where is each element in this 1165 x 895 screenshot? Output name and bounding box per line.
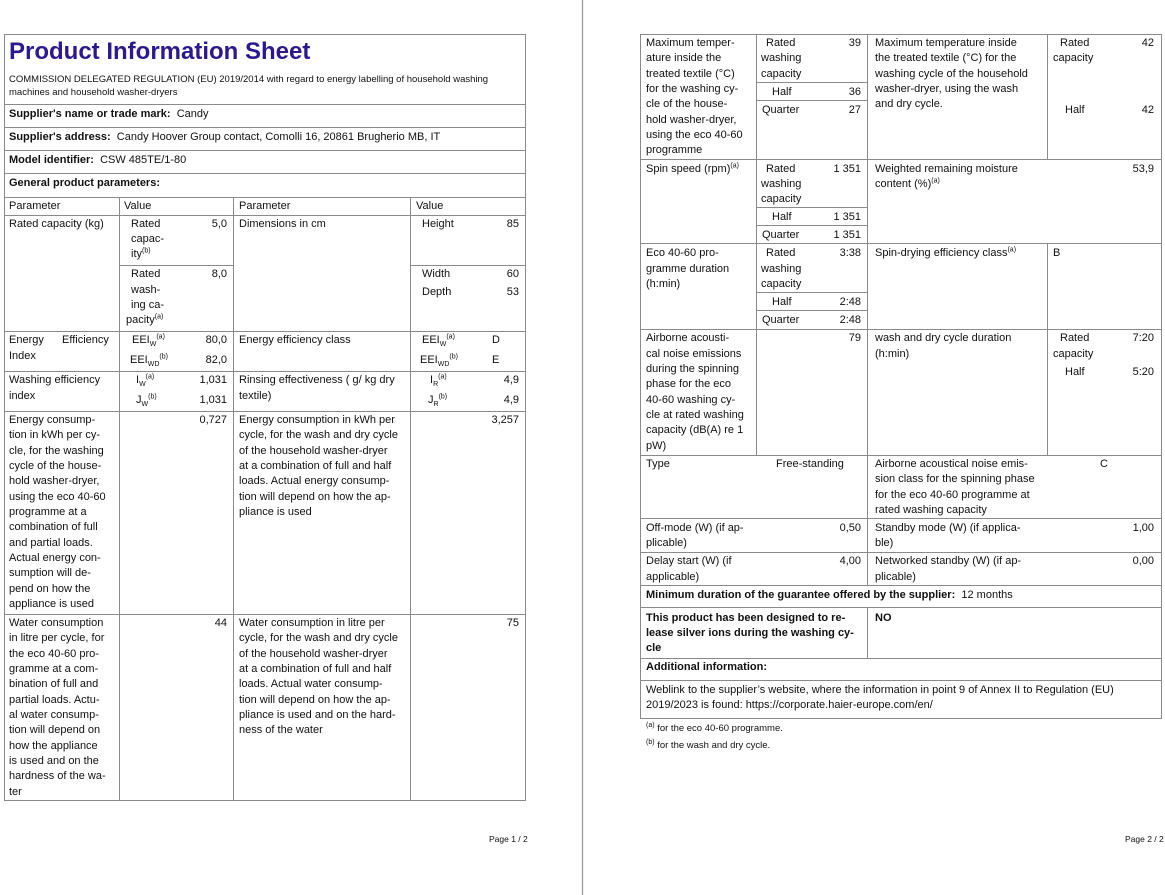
- col-header-value: Value: [124, 200, 152, 212]
- col-header-parameter-2: Parameter: [239, 200, 291, 212]
- supplier-name: Candy: [176, 108, 209, 120]
- jw-value: 1,031: [199, 394, 227, 406]
- general-params-heading: General product parameters:: [9, 177, 160, 189]
- standby-label-l1: ble): [875, 537, 894, 549]
- iw-value: 1,031: [199, 374, 227, 386]
- supplier-address: Candy Hoover Group contact, Comolli 16, 20861 Brugherio MB, IT: [116, 131, 441, 143]
- moisture-value: 53,9: [1132, 163, 1154, 175]
- wd-duration-half-label: Half: [1065, 366, 1085, 378]
- duration-quarter-value: 2:48: [839, 314, 861, 326]
- duration-half-value: 2:48: [839, 296, 861, 308]
- guarantee-label: Minimum duration of the guarantee offered by the supplier:: [646, 589, 956, 601]
- maxtemp-wd-rated-value: 42: [1141, 37, 1154, 49]
- rc-val-2: 8,0: [211, 268, 227, 280]
- depth-label: Depth: [422, 286, 452, 298]
- wd-duration-rated-value: 7:20: [1132, 332, 1154, 344]
- rinse-label-l1: textile): [239, 390, 272, 402]
- wd-duration-rated-l0: Rated: [1060, 332, 1090, 344]
- additional-info-label: Additional information:: [646, 661, 767, 673]
- duration-label-l0: Eco 40-60 pro-: [646, 247, 719, 259]
- spin-class-value: B: [1053, 247, 1061, 259]
- model-identifier: CSW 485TE/1-80: [100, 154, 187, 166]
- spin-rated-l2: capacity: [761, 193, 802, 205]
- wd-duration-rated-l1: capacity: [1053, 348, 1094, 360]
- model-label: Model identifier:: [9, 154, 94, 166]
- delay-value: 4,00: [839, 555, 861, 567]
- jr-value: 4,9: [503, 394, 519, 406]
- maxtemp-wd-half-value: 42: [1141, 104, 1154, 116]
- type-value: Free-standing: [776, 458, 844, 470]
- page-number-1: Page 1 / 2: [489, 834, 528, 844]
- depth-value: 53: [506, 286, 519, 298]
- height-label: Height: [422, 218, 454, 230]
- moisture-label-l0: Weighted remaining moisture: [875, 163, 1018, 175]
- eei-w-value: 80,0: [205, 334, 227, 346]
- networked-label-l1: plicable): [875, 571, 916, 583]
- sheet-title: Product Information Sheet: [9, 38, 311, 65]
- maxtemp-quarter-label: Quarter: [762, 104, 800, 116]
- rc-sub2-l0: Rated: [131, 268, 161, 280]
- standby-value: 1,00: [1132, 522, 1154, 534]
- spin-rated-l0: Rated: [766, 163, 796, 175]
- wd-duration-label-l0: wash and dry cycle duration: [875, 332, 1012, 344]
- duration-label-l2: (h:min): [646, 278, 681, 290]
- ir-symbol: $I_R^{(a)}$: [430, 373, 447, 389]
- we-label-l1: index: [9, 390, 36, 402]
- maxtemp-half-label: Half: [772, 86, 792, 98]
- duration-rated-l1: washing: [761, 263, 802, 275]
- eei-wd-symbol: $EEI_{WD}^{(b)}$: [130, 353, 168, 369]
- width-value: 60: [506, 268, 519, 280]
- maxtemp-quarter-value: 27: [848, 104, 861, 116]
- supplier-name-label: Supplier's name or trade mark:: [9, 108, 171, 120]
- eei-w-symbol: $EEI_W^{(a)}$: [132, 333, 165, 349]
- rc-sub1-l1: capac-: [131, 233, 165, 245]
- eei-label-l1: Efficiency: [62, 334, 109, 346]
- regulation-line-1: COMMISSION DELEGATED REGULATION (EU) 2019/2014 with regard to energy labelling of household washing: [9, 74, 489, 85]
- rc-val-1: 5,0: [211, 218, 227, 230]
- moisture-label-l1: content (%)$^{(a)}$: [875, 177, 940, 190]
- width-label: Width: [422, 268, 451, 280]
- rc-sub1-l0: Rated: [131, 218, 161, 230]
- offmode-value: 0,50: [839, 522, 861, 534]
- eec-w-symbol: $EEI_W^{(a)}$: [422, 333, 455, 349]
- supplier-address-row: [9, 130, 440, 145]
- offmode-label-l1: plicable): [646, 537, 687, 549]
- eei-wd-value: 82,0: [205, 354, 227, 366]
- spin-half-label: Half: [772, 211, 792, 223]
- maxtemp-wd-half-label: Half: [1065, 104, 1085, 116]
- guarantee-row: [646, 588, 1013, 603]
- eec-wd-symbol: $EEI_{WD}^{(b)}$: [420, 353, 458, 369]
- maxtemp-wd-rated-l1: capacity: [1053, 52, 1094, 64]
- duration-rated-l2: capacity: [761, 278, 802, 290]
- silver-value: NO: [875, 612, 892, 624]
- rc-sub2-l3: pacity$^{(a)}$: [126, 313, 164, 326]
- duration-rated-l0: Rated: [766, 247, 796, 259]
- spin-rated-l1: washing: [761, 178, 802, 190]
- rated-capacity-label: Rated capacity (kg): [9, 218, 104, 230]
- model-row: [9, 153, 186, 168]
- spin-class-label: Spin-drying efficiency class$^{(a)}$: [875, 246, 1017, 259]
- rc-sub2-l1: wash-: [131, 284, 161, 296]
- supplier-name-row: [9, 107, 208, 122]
- offmode-label-l0: Off-mode (W) (if ap-: [646, 522, 744, 534]
- spin-rated-value: 1 351: [833, 163, 861, 175]
- rc-sub2-l2: ing ca-: [131, 299, 165, 311]
- col-header-value-2: Value: [416, 200, 444, 212]
- we-label-l0: Washing efficiency: [9, 374, 101, 386]
- delay-label-l1: applicable): [646, 571, 700, 583]
- wd-duration-label-l1: (h:min): [875, 348, 910, 360]
- ec-right-value: 3,257: [491, 414, 519, 426]
- eei-label-l2: Index: [9, 350, 36, 362]
- page-number-2: Page 2 / 2: [1125, 834, 1164, 844]
- jw-symbol: $J_W^{(b)}$: [136, 393, 157, 409]
- duration-label-l1: gramme duration: [646, 263, 730, 275]
- weblink-line-1: Weblink to the supplier’s website, where the information in point 9 of Annex II to Regulation (EU): [646, 684, 1114, 696]
- eec-label: Energy efficiency class: [239, 334, 351, 346]
- eec-w-value: D: [492, 334, 500, 346]
- duration-quarter-label: Quarter: [762, 314, 800, 326]
- duration-rated-value: 3:38: [839, 247, 861, 259]
- noise-class-value: C: [1100, 458, 1108, 470]
- standby-label-l0: Standby mode (W) (if applica-: [875, 522, 1021, 534]
- regulation-line-2: machines and household washer-dryers: [9, 87, 178, 98]
- silver-label-l2: cle: [646, 642, 662, 654]
- jr-symbol: $J_R^{(b)}$: [428, 393, 448, 409]
- guarantee-value: 12 months: [961, 589, 1013, 601]
- wc-right-value: 75: [506, 617, 519, 629]
- maxtemp-wd-rated-l0: Rated: [1060, 37, 1090, 49]
- maxtemp-rated-l2: capacity: [761, 68, 802, 80]
- noise-value: 79: [848, 332, 861, 344]
- supplier-address-label: Supplier's address:: [9, 131, 111, 143]
- silver-label-l1: lease silver ions during the washing cy-: [646, 627, 854, 639]
- height-value: 85: [506, 218, 519, 230]
- maxtemp-rated-value: 39: [848, 37, 861, 49]
- iw-symbol: $I_W^{(a)}$: [136, 373, 155, 389]
- footnote-b: $^{(b)}$ for the wash and dry cycle.: [646, 738, 771, 751]
- maxtemp-half-value: 36: [848, 86, 861, 98]
- col-header-parameter: Parameter: [9, 200, 61, 212]
- page-1: Product Information Sheet COMMISSION DELEGATED REGULATION (EU) 2019/2014 with regard to energy labelling of household washing machines and household washer-dryers Supplier's name or trade mark: Candy Supplier's address: Candy Hoover Group contact, Comolli 16, 20861 Brugherio MB, IT Model identifier: CSW 485TE/1-80 General product parameters: Parameter Value Parameter Value Rated capacity (kg) Rated capac- ity$^{(b)}$ 5,0 Rated wash- ing ca- pacity$^{(a)}$ 8,0 Dimensions in cm Height 85 Width 60 Depth 53 Energy Efficiency Index $EEI_W^{(a)}$ $EEI_{WD}^{(b)}$ 80,0 82,0 Energy efficiency class $EEI_W^{(a)}$ $EEI_{WD}^{(b)}$ D E Washing efficiency index $I_W^{(a)}$ $J_W^{(b)}$ 1,031 1,031 Rinsing effectiveness ( g/ kg dry textile) $I_R^{(a)}$ $J_R^{(b)}$ 4,9 4,9 Energy consump- tion in kWh per cy- cle, for the washing cycle of the house- hold washer-dryer, using the eco 40-60 programme at a combination of full and partial loads. Actual energy con- sumption will de- pend on how the appliance is used 0,727 Energy consumption in kWh per cycle, for the wash and dry cycle of the household washer-dryer at a combination of full and half loads. Actual energy consump- tion will depend on how the ap- pliance is used 3,257 Water consumption in litre per cycle, for the eco 40-60 pro- gramme at a com- bination of full and partial loads. Actu- al water consump- tion will depend on how the appliance is used and on the hardness of the wa- ter 44 Water consumption in litre per cycle, for the wash and dry cycle of the household washer-dryer at a combination of full and half loads. Actual water consump- tion will depend on how the ap- pliance is used and on the hard- ness of the water 75 Page 1 / 2: [0, 0, 581, 895]
- dimensions-label: Dimensions in cm: [239, 218, 326, 230]
- rinse-label-l0: Rinsing effectiveness ( g/ kg dry: [239, 374, 395, 386]
- networked-label-l0: Networked standby (W) (if ap-: [875, 555, 1022, 567]
- wd-duration-half-value: 5:20: [1132, 366, 1154, 378]
- footnote-a: $^{(a)}$ for the eco 40-60 programme.: [646, 721, 783, 734]
- spin-quarter-label: Quarter: [762, 229, 800, 241]
- spin-label: Spin speed (rpm)$^{(a)}$: [646, 162, 739, 175]
- delay-label-l0: Delay start (W) (if: [646, 555, 732, 567]
- silver-label-l0: This product has been designed to re-: [646, 612, 846, 624]
- ec-left-value: 0,727: [199, 414, 227, 426]
- maxtemp-rated-l0: Rated: [766, 37, 796, 49]
- eec-wd-value: E: [492, 354, 500, 366]
- weblink-line-2: 2019/2023 is found: https://corporate.haier-europe.com/en/: [646, 699, 933, 711]
- rc-sub1-l2: ity$^{(b)}$: [131, 247, 151, 260]
- spin-quarter-value: 1 351: [833, 229, 861, 241]
- type-label: Type: [646, 458, 670, 470]
- eei-label-l0: Energy: [9, 334, 44, 346]
- networked-value: 0,00: [1132, 555, 1154, 567]
- maxtemp-rated-l1: washing: [761, 52, 802, 64]
- wc-left-value: 44: [214, 617, 227, 629]
- ir-value: 4,9: [503, 374, 519, 386]
- page-2: Maximum temper- ature inside the treated textile (°C) for the washing cy- cle of the house- hold washer-dryer, using the eco 40-60 programme Rated washing capacity 39 Half 36 Quarter 27 Maximum temperature inside the treated textile (°C) for the washing cycle of the household washer-dryer, using the wash and dry cycle. Rated capacity 42 Half 42 Spin speed (rpm)$^{(a)}$ Rated washing capacity 1 351 Half 1 351 Quarter 1 351 Weighted remaining moisture content (%)$^{(a)}$ 53,9 Eco 40-60 pro- gramme duration (h:min) Rated washing capacity 3:38 Half 2:48 Quarter 2:48 Spin-drying efficiency class$^{(a)}$ B Airborne acousti- cal noise emissions during the spinning phase for the eco 40-60 washing cy- cle at rated washing capacity (dB(A) re 1 pW) 79 wash and dry cycle duration (h:min) Rated capacity 7:20 Half 5:20 Type Free-standing Airborne acoustical noise emis- sion class for the spinning phase for the eco 40-60 programme at rated washing capacity C Off-mode (W) (if ap- plicable) 0,50 Standby mode (W) (if applica- ble) 1,00 Delay start (W) (if applicable) 4,00 Networked standby (W) (if ap- plicable) 0,00 Minimum duration of the guarantee offered by the supplier: 12 months This product has been designed to re- lease silver ions during the washing cy- cle NO Additional information: Weblink to the supplier’s website, where the information in point 9 of Annex II to Regulation (EU) 2019/2023 is found: https://corporate.haier-europe.com/en/ $^{(a)}$ for the eco 40-60 programme. $^{(b)}$ for the wash and dry cycle. Page 2 / 2: [584, 0, 1165, 895]
- spin-half-value: 1 351: [833, 211, 861, 223]
- duration-half-label: Half: [772, 296, 792, 308]
